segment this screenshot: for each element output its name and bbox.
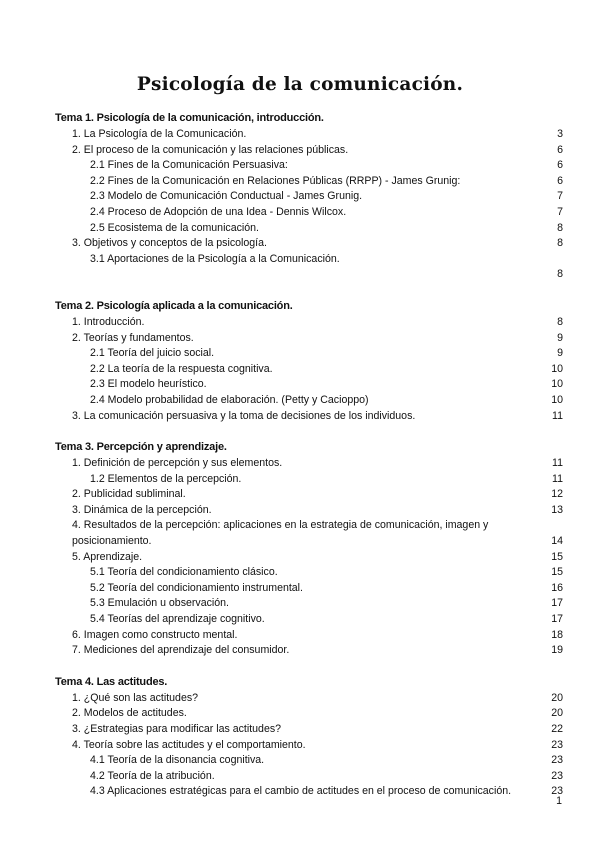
toc-entry-page: 16 bbox=[551, 581, 563, 594]
toc-entry[interactable] bbox=[55, 393, 563, 409]
toc-entry-page: 23 bbox=[551, 785, 563, 798]
toc-entry-page: 7 bbox=[557, 190, 563, 203]
toc-entry-page: 7 bbox=[557, 205, 563, 218]
toc-entry-page: 10 bbox=[551, 362, 563, 375]
toc-entry[interactable] bbox=[55, 738, 563, 754]
toc-entry-page: 6 bbox=[557, 143, 563, 156]
toc-section bbox=[55, 298, 563, 424]
toc-entry-label: 4.3 Aplicaciones estratégicas para el cambio de actitudes en el proceso de comunicación. bbox=[90, 785, 512, 798]
toc-entry[interactable] bbox=[55, 456, 563, 472]
toc-entry-label: 2. Modelos de actitudes. bbox=[72, 707, 187, 720]
toc-entry-page: 20 bbox=[551, 707, 563, 720]
toc-entry-label: 5.1 Teoría del condicionamiento clásico. bbox=[90, 566, 278, 579]
toc-entry-label: 2.1 Teoría del juicio social. bbox=[90, 347, 215, 360]
toc-entry[interactable] bbox=[55, 596, 563, 612]
toc-entry-page: 18 bbox=[551, 628, 563, 641]
toc-entry[interactable] bbox=[55, 472, 563, 488]
toc-entry-label: 2. Teorías y fundamentos. bbox=[72, 331, 194, 344]
table-of-contents bbox=[55, 110, 563, 815]
toc-entry-label: 2.2 La teoría de la respuesta cognitiva. bbox=[90, 362, 273, 375]
toc-entry-label: 4. Resultados de la percepción: aplicaciones en la estrategia de comunicación, imagen y posicionamiento. bbox=[72, 519, 489, 548]
toc-entry-label: 2.4 Modelo probabilidad de elaboración. (Petty y Cacioppo) bbox=[90, 393, 369, 406]
toc-entry[interactable] bbox=[55, 691, 563, 707]
toc-entry-label: 2. El proceso de la comunicación y las relaciones públicas. bbox=[72, 143, 349, 156]
toc-entry-label: 4.1 Teoría de la disonancia cognitiva. bbox=[90, 754, 265, 767]
toc-entry[interactable] bbox=[55, 331, 563, 347]
section-heading[interactable]: Tema 2. Psicología aplicada a la comunicación. bbox=[55, 299, 293, 312]
document-title: Psicología de la comunicación. bbox=[136, 74, 464, 95]
toc-entry-page: 11 bbox=[552, 409, 563, 422]
toc-entry-page: 10 bbox=[551, 378, 563, 391]
toc-entry-page: 6 bbox=[557, 174, 563, 187]
toc-entry-label: 3. Dinámica de la percepción. bbox=[72, 503, 212, 516]
toc-entry-label: 7. Mediciones del aprendizaje del consumidor. bbox=[72, 644, 290, 657]
toc-entry-page: 11 bbox=[552, 472, 563, 485]
toc-entry-label: 4.2 Teoría de la atribución. bbox=[90, 769, 215, 782]
toc-entry-page: 13 bbox=[551, 503, 563, 516]
toc-entry-page: 17 bbox=[551, 597, 563, 610]
toc-entry-page: 11 bbox=[552, 457, 563, 470]
toc-entry-label: 3.1 Aportaciones de la Psicología a la Comunicación. bbox=[90, 252, 340, 265]
toc-entry[interactable] bbox=[55, 550, 563, 566]
toc-entry[interactable] bbox=[55, 189, 563, 205]
page-number: 1 bbox=[556, 795, 562, 807]
toc-entry-page: 17 bbox=[551, 613, 563, 626]
toc-entry-label: 2. Publicidad subliminal. bbox=[72, 488, 186, 501]
toc-entry[interactable] bbox=[55, 706, 563, 722]
toc-entry[interactable] bbox=[55, 628, 563, 644]
toc-entry[interactable] bbox=[55, 518, 563, 549]
toc-entry-label: 1. ¿Qué son las actitudes? bbox=[72, 691, 199, 704]
toc-entry[interactable] bbox=[55, 252, 563, 283]
toc-entry[interactable] bbox=[55, 784, 563, 800]
toc-entry-page: 23 bbox=[551, 769, 563, 782]
toc-entry[interactable] bbox=[55, 643, 563, 659]
toc-entry-label: 1. La Psicología de la Comunicación. bbox=[72, 128, 247, 140]
toc-entry-page: 14 bbox=[551, 535, 563, 548]
section-heading[interactable]: Tema 3. Percepción y aprendizaje. bbox=[55, 441, 227, 454]
toc-entry[interactable] bbox=[55, 753, 563, 769]
toc-entry[interactable] bbox=[55, 236, 563, 252]
toc-entry-page: 9 bbox=[557, 331, 563, 344]
toc-entry-page: 6 bbox=[557, 159, 563, 172]
toc-entry-label: 3. La comunicación persuasiva y la toma de decisiones de los individuos. bbox=[72, 409, 416, 422]
toc-entry[interactable] bbox=[55, 769, 563, 785]
toc-entry-label: 2.2 Fines de la Comunicación en Relaciones Públicas (RRPP) - James Grunig: bbox=[90, 174, 461, 187]
toc-entry-page: 9 bbox=[557, 347, 563, 360]
toc-entry[interactable] bbox=[55, 158, 563, 174]
toc-entry-page: 3 bbox=[557, 128, 563, 140]
toc-entry-label: 1. Introducción. bbox=[72, 315, 145, 328]
toc-entry-page: 23 bbox=[551, 738, 563, 751]
toc-entry-label: 5.4 Teorías del aprendizaje cognitivo. bbox=[90, 613, 265, 626]
toc-entry[interactable] bbox=[55, 221, 563, 237]
toc-entry-label: 5. Aprendizaje. bbox=[72, 550, 143, 563]
toc-entry[interactable] bbox=[55, 143, 563, 159]
toc-entry-page: 23 bbox=[551, 754, 563, 767]
toc-entry-label: 3. Objetivos y conceptos de la psicología. bbox=[72, 237, 267, 250]
toc-entry-label: 1.2 Elementos de la percepción. bbox=[90, 472, 242, 485]
toc-entry-label: 2.4 Proceso de Adopción de una Idea - Dennis Wilcox. bbox=[90, 205, 347, 218]
toc-entry[interactable] bbox=[55, 377, 563, 393]
toc-entry-label: 6. Imagen como constructo mental. bbox=[72, 628, 238, 641]
toc-entry-page: 8 bbox=[557, 315, 563, 328]
toc-entry[interactable] bbox=[55, 127, 563, 143]
toc-section bbox=[55, 439, 563, 659]
toc-entry-page: 15 bbox=[551, 550, 563, 563]
toc-entry-page: 8 bbox=[557, 221, 563, 234]
toc-entry[interactable] bbox=[55, 315, 563, 331]
toc-entry-label: 3. ¿Estrategias para modificar las actitudes? bbox=[72, 723, 282, 735]
toc-entry-page: 22 bbox=[551, 723, 563, 735]
toc-entry-label: 2.3 El modelo heurístico. bbox=[90, 378, 207, 391]
toc-entry[interactable] bbox=[55, 346, 563, 362]
toc-entry[interactable] bbox=[55, 581, 563, 597]
toc-entry-label: 5.3 Emulación u observación. bbox=[90, 597, 229, 610]
toc-section bbox=[55, 674, 563, 800]
toc-entry-page: 8 bbox=[557, 268, 563, 281]
toc-entry-page: 12 bbox=[551, 488, 563, 501]
toc-entry-page: 8 bbox=[557, 237, 563, 250]
toc-entry[interactable] bbox=[55, 174, 563, 190]
toc-entry-label: 4. Teoría sobre las actitudes y el comportamiento. bbox=[72, 738, 306, 751]
toc-entry-label: 2.3 Modelo de Comunicación Conductual - James Grunig. bbox=[90, 190, 363, 203]
toc-entry[interactable] bbox=[55, 205, 563, 221]
toc-entry-label: 5.2 Teoría del condicionamiento instrumental. bbox=[90, 581, 303, 594]
toc-entry[interactable] bbox=[55, 565, 563, 581]
section-heading[interactable]: Tema 1. Psicología de la comunicación, introducción. bbox=[55, 112, 324, 124]
toc-entry-page: 10 bbox=[551, 393, 563, 406]
toc-entry[interactable] bbox=[55, 612, 563, 628]
toc-entry[interactable] bbox=[55, 722, 563, 738]
toc-entry-label: 2.1 Fines de la Comunicación Persuasiva: bbox=[90, 159, 288, 172]
toc-entry-page: 20 bbox=[551, 691, 563, 704]
toc-entry-label: 2.5 Ecosistema de la comunicación. bbox=[90, 221, 259, 234]
toc-entry-page: 15 bbox=[551, 566, 563, 579]
toc-section bbox=[55, 110, 563, 283]
toc-entry[interactable] bbox=[55, 409, 563, 425]
toc-entry[interactable] bbox=[55, 362, 563, 378]
section-heading[interactable]: Tema 4. Las actitudes. bbox=[55, 675, 168, 688]
toc-entry-label: 1. Definición de percepción y sus elementos. bbox=[72, 457, 283, 470]
toc-entry[interactable] bbox=[55, 503, 563, 519]
toc-entry[interactable] bbox=[55, 487, 563, 503]
toc-entry-page: 19 bbox=[551, 644, 563, 657]
